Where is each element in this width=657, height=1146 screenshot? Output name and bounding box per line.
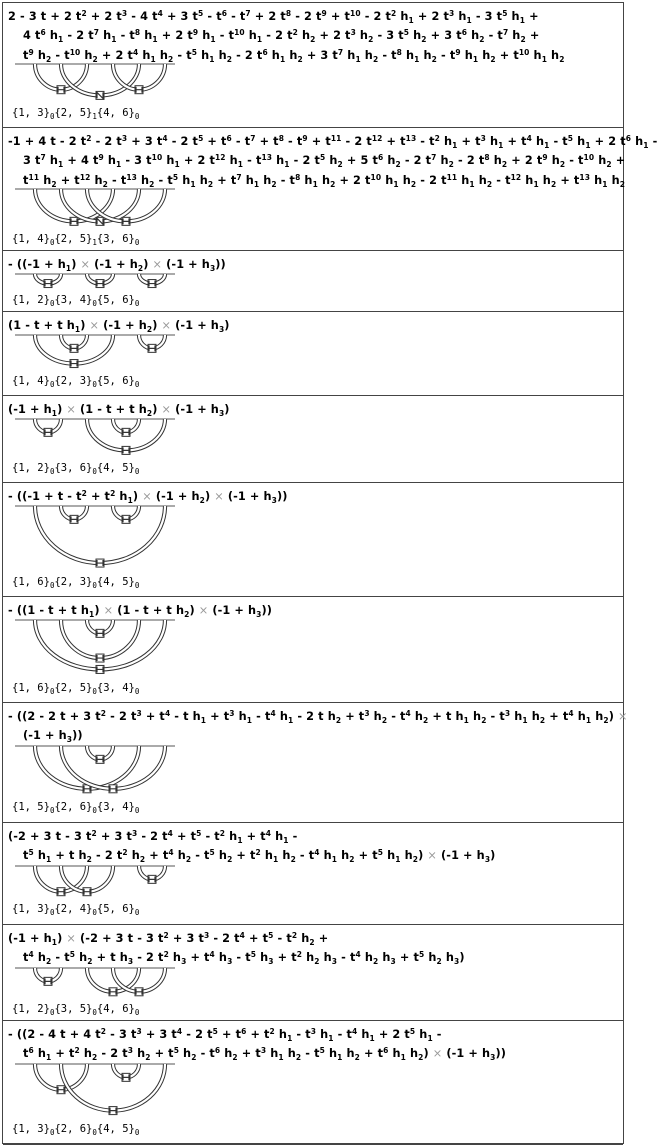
- pairing-label: {1, $6\}_0\{2$, $5\}_0\{3$, $4\}_0$: [12, 682, 140, 696]
- result-cell: [3, 1021, 623, 1145]
- polynomial-expression: [8, 601, 619, 620]
- chord-arc: [61, 189, 139, 221]
- pairing-label: {1, $2\}_0\{3$, $4\}_0\{5$, $6\}_0$: [12, 294, 140, 308]
- polynomial-line: $t^4$ $h_2 - t^5$ $h_2 + t$ $h_3 - 2$ $t^2$ $h_3 + t^4$ $h_3 - t^5$ $h_3 + t^2$ $h_2$ $h_3 - t^4$ $h_2$ $h_3 + t^5$ $h_2$ $h_3$): [23, 950, 465, 967]
- chord-diagram: [15, 967, 185, 1003]
- polynomial-line: - ((2 - 2 t + 3 $t^2 - 2$ $t^3 + t^4 - t$ $h_1 + t^3$ $h_1 - t^4$ $h_1 - 2$ t $h_2 + t^3$ $h_2 - t^4$ $h_2 + t$ $h_1$ $h_2 - t^3$ $h_1$ $h_2 + t^4$ $h_1$ $h_2$) ×: [8, 709, 628, 725]
- polynomial-expression: [8, 400, 619, 419]
- polynomial-line: $(-1 + h_1) \times (-2 + 3$ t - 3 $t^2 + 3$ $t^3 - 2$ $t^4 + t^5 - t^2$ $h_2$ +: [8, 931, 329, 947]
- polynomial-line: $t^9$ $h_2 - t^{10}$ $h_2 + 2$ $t^4$ $h_1$ $h_2 - t^5$ $h_1$ $h_2 - 2$ $t^6$ $h_1$ $h_2 + 3$ $t^7$ $h_1$ $h_2 - t^8$ $h_1$ $h_2 - t^9$ $h_1$ $h_2 + t^{10}$ $h_1$ $h_2$: [23, 47, 565, 64]
- polynomial-line: $t^6$ $h_1 + t^2$ $h_2 - 2$ $t^3$ $h_2 + t^5$ $h_2 - t^6$ $h_2 + t^3$ $h_1$ $h_2 - t^5$ $h_1$ $h_2 + t^6$ $h_1$ $h_2) \times (-1 + h_3)$): [23, 1046, 507, 1063]
- result-cell: [3, 925, 623, 1021]
- polynomial-expression: [8, 132, 657, 190]
- polynomial-line: 4 $t^6$ $h_1 - 2$ $t^7$ $h_1 - t^8$ $h_1 + 2$ $t^9$ $h_1 - t^{10}$ $h_1 - 2$ $t^2$ $h_2 + 2$ $t^3$ $h_2 - 3$ $t^5$ $h_2 + 3$ $t^6$ $h_2 - t^7$ $h_2$ +: [23, 28, 540, 45]
- pairing-label: {1, $2\}_0\{3$, $6\}_0\{4$, $5\}_0$: [12, 462, 140, 476]
- chord-arc-inner: [35, 506, 165, 563]
- polynomial-expression: [8, 827, 619, 866]
- result-cell: [3, 3, 623, 128]
- pairing-label: {1, $4\}_0\{2$, $5\}_1\{3$, $6\}_0$: [12, 233, 140, 247]
- result-cell: [3, 396, 623, 483]
- polynomial-expression: [8, 316, 619, 335]
- result-cell: [3, 597, 623, 703]
- pairing-label: {1, $5\}_0\{2$, $6\}_0\{3$, $4\}_0$: [12, 801, 140, 815]
- pairing-label: {1, $6\}_0\{2$, $3\}_0\{4$, $5\}_0$: [12, 576, 140, 590]
- chord-diagram: [15, 745, 185, 801]
- pairing-label: {1, $3\}_0\{2$, $6\}_0\{4$, $5\}_0$: [12, 1123, 140, 1137]
- polynomial-line: -1 + 4 t - 2 $t^2 - 2$ $t^3 + 3$ $t^4 - 2$ $t^5 + t^6 - t^7 + t^8 - t^9 + t^{11} - 2$ $t^{12} + t^{13} - t^2$ $h_1 + t^3$ $h_1 + t^4$ $h_1 - t^5$ $h_1 + 2$ $t^6$ $h_1$ -: [8, 134, 657, 150]
- result-cell: [3, 128, 657, 251]
- result-cell: [3, 703, 628, 823]
- polynomial-expression: [8, 487, 619, 506]
- chord-diagram: [15, 619, 185, 682]
- result-cell: [3, 251, 623, 312]
- polynomial-line: (1 - t + t $h_1) \times (-1 + h_2) \times (-1 + h_3)$: [8, 319, 230, 334]
- polynomial-expression: [8, 1025, 619, 1064]
- result-cell: [3, 312, 623, 396]
- pairing-label: {1, $3\}_0\{2$, $4\}_0\{5$, $6\}_0$: [12, 903, 140, 917]
- pairing-label: {1, $4\}_0\{2$, $3\}_0\{5$, $6\}_0$: [12, 375, 140, 389]
- chord-diagram: [15, 188, 185, 233]
- chord-diagram: [15, 273, 185, 294]
- polynomial-line: 2 - 3 t + 2 $t^2 + 2$ $t^3 - 4$ $t^4 + 3$ $t^5 - t^6 - t^7 + 2$ $t^8 - 2$ $t^9 + t^{10} - 2$ $t^2$ $h_1 + 2$ $t^3$ $h_1 - 3$ $t^5$ $h_1$ +: [8, 9, 539, 25]
- polynomial-line: 3 $t^7$ $h_1 + 4$ $t^9$ $h_1 - 3$ $t^{10}$ $h_1 + 2$ $t^{12}$ $h_1 - t^{13}$ $h_1 - 2$ $t^5$ $h_2 + 5$ $t^6$ $h_2 - 2$ $t^7$ $h_2 - 2$ $t^8$ $h_2 + 2$ $t^9$ $h_2 - t^{10}$ $h_2$ +: [23, 153, 626, 170]
- polynomial-line: $(-1 + h_3)$): [23, 729, 83, 745]
- chord-diagram: [15, 334, 185, 375]
- polynomial-line: - ((2 - 4 t + 4 $t^2 - 3$ $t^3 + 3$ $t^4 - 2$ $t^5 + t^6 + t^2$ $h_1 - t^3$ $h_1 - t^4$ $h_1 + 2$ $t^5$ $h_1$ -: [8, 1027, 442, 1043]
- polynomial-line: $t^5$ $h_1 + t$ $h_2 - 2$ $t^2$ $h_2 + t^4$ $h_2 - t^5$ $h_2 + t^2$ $h_1$ $h_2 - t^4$ $h_1$ $h_2 + t^5$ $h_1$ $h_2) \times (-1 + h_3)$: [23, 848, 496, 865]
- polynomial-line: $t^{11}$ $h_2 + t^{12}$ $h_2 - t^{13}$ $h_2 - t^5$ $h_1$ $h_2 + t^7$ $h_1$ $h_2 - t^8$ $h_1$ $h_2 + 2$ $t^{10}$ $h_1$ $h_2 - 2$ $t^{11}$ $h_1$ $h_2 - t^{12}$ $h_1$ $h_2 + t^{13}$ $h_1$ $h_2$: [23, 172, 626, 189]
- chord-diagram: [15, 1063, 185, 1123]
- result-cell: [3, 483, 623, 597]
- chord-arc: [35, 506, 165, 563]
- chord-diagram: [15, 418, 185, 462]
- chord-arc: [61, 64, 139, 95]
- polynomial-line: (-2 + 3 t - 3 $t^2 + 3$ $t^3 - 2$ $t^4 + t^5 - t^2$ $h_1 + t^4$ $h_1$ -: [8, 829, 298, 845]
- polynomial-line: - (($-1 + t - t^2 + t^2$ $h_1) \times (-1 + h_2) \times (-1 + h_3)$): [8, 489, 288, 505]
- polynomial-expression: [8, 707, 628, 746]
- polynomial-line: $(-1 + h_1) \times (1 - t + t$ $h_2) \times (-1 + h_3)$: [8, 403, 230, 418]
- polynomial-line: - $((-1 + h_1) \times (-1 + h_2) \times (-1 + h_3))$: [8, 258, 226, 273]
- results-table: [2, 2, 657, 1144]
- polynomial-expression: [8, 255, 619, 274]
- chord-diagram: [15, 865, 185, 903]
- chord-arc-inner: [61, 64, 139, 95]
- result-cell: [3, 823, 623, 925]
- polynomial-expression: [8, 929, 619, 968]
- polynomial-expression: [8, 7, 619, 65]
- chord-arc-inner: [61, 620, 139, 658]
- pairing-label: {1, $2\}_0\{3$, $5\}_0\{4$, $6\}_0$: [12, 1003, 140, 1017]
- chord-diagram: [15, 505, 185, 576]
- polynomial-line: - ((1 - t + t $h_1) \times (1 - t + t$ $h_2) \times (-1 + h_3)$): [8, 604, 272, 619]
- chord-arc-inner: [61, 189, 139, 221]
- chord-diagram: [15, 63, 185, 107]
- pairing-label: {1, $3\}_0\{2$, $5\}_1\{4$, $6\}_0$: [12, 107, 140, 121]
- chord-arc: [61, 620, 139, 658]
